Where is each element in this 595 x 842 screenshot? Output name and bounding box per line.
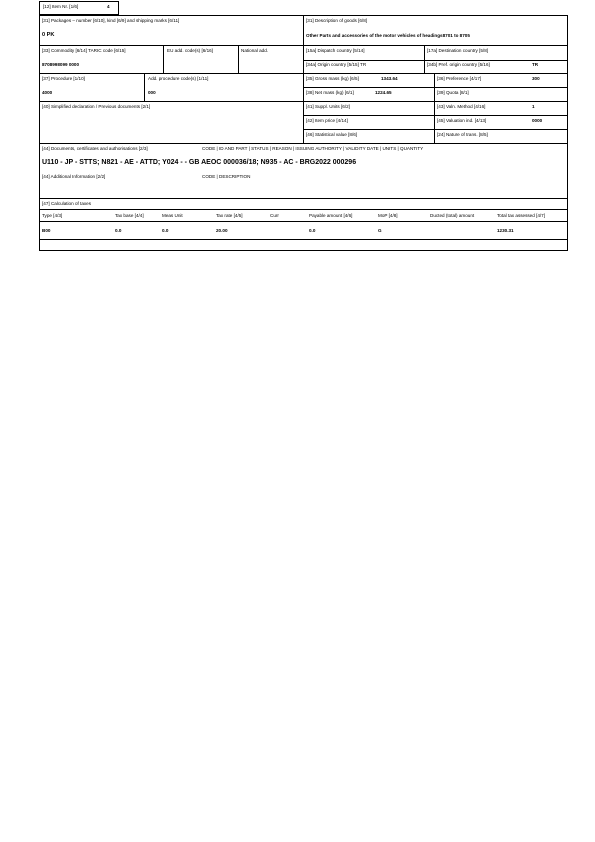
divider — [303, 129, 568, 130]
valuation-method-label: [43] Valn. Method [4/16] — [437, 104, 486, 109]
documents-value: U110 - JP - STTS; N821 - AE - ATTD; Y024 - - GB AEOC 000036/18; N935 - AC - BRG2022 000296 — [42, 159, 357, 166]
divider — [39, 198, 568, 199]
gross-mass-value: 1343.64 — [381, 76, 398, 81]
dispatch-country-label: [15a] Dispatch country [5/14] — [306, 48, 365, 53]
tax-header-mop: MoP [4/8] — [378, 213, 398, 218]
valuation-ind-value: 0000 — [532, 118, 543, 123]
tax-header-type: Type [4/3] — [42, 213, 63, 218]
description-value: Other Parts and accessories of the motor vehicles of headings8701 to 8705 — [306, 33, 470, 38]
pref-origin-country-label: [34b] Pref. origin country [5/16] — [427, 62, 490, 67]
divider — [303, 15, 304, 143]
packages-label: [31] Packages – number [6/10], kind [6/9] and shipping marks [6/11] — [42, 18, 180, 23]
divider — [434, 73, 435, 143]
tax-header-rate: Tax rate [4/5] — [216, 213, 243, 218]
tax-row-total: 1230.31 — [497, 228, 514, 233]
simplified-declaration-label: [40] Simplified declaration / Previous documents [2/1] — [42, 104, 151, 109]
tax-header-ducted: Ducted (total) amount — [430, 213, 475, 218]
divider — [424, 45, 425, 73]
tax-row-mop: G — [378, 228, 382, 233]
divider — [163, 45, 164, 73]
procedure-value: 4000 — [42, 90, 53, 95]
divider — [238, 45, 239, 73]
tax-row-meas-unit: 0.0 — [162, 228, 169, 233]
documents-code-header: CODE | ID AND PART | STATUS | REASON | ISSUING AUTHORITY | VALIDITY DATE | UNITS | QUANTITY — [202, 146, 424, 151]
preference-label: [36] Preference [4/17] — [437, 76, 482, 81]
description-label: [31] Description of goods [6/8] — [306, 18, 368, 23]
item-number-label: [12] Item Nr. [1/6] — [43, 4, 79, 9]
divider — [144, 73, 145, 101]
packages-value: 0 PK — [42, 32, 55, 38]
item-price-label: [42] Item price [4/14] — [306, 118, 348, 123]
tax-row-payable: 0.0 — [309, 228, 316, 233]
additional-info-label: [44] Additional Information [2/2] — [42, 174, 106, 179]
divider — [39, 209, 568, 210]
gross-mass-label: [35] Gross mass (kg) [6/5] — [306, 76, 359, 81]
commodity-label: [33] Commodity [6/14] TARIC code [6/15] — [42, 48, 126, 53]
divider — [39, 143, 568, 144]
tax-header-meas-unit: Meas Unit — [162, 213, 183, 218]
preference-value: 300 — [532, 76, 540, 81]
origin-country-label: [34a] Origin country [5/15] TR — [306, 62, 367, 67]
eu-add-code-label: EU add. code(s) [6/16] — [167, 48, 213, 53]
pref-origin-country-value: TR — [532, 62, 539, 67]
net-mass-value: 1224.65 — [375, 90, 392, 95]
additional-info-code-header: CODE | DESCRIPTION — [202, 174, 251, 179]
tax-row-rate: 20.00 — [216, 228, 228, 233]
divider — [303, 60, 568, 61]
supp-units-label: [41] Suppl. Units [6/2] — [306, 104, 350, 109]
divider — [39, 221, 568, 222]
add-procedure-label: Add. procedure code(s) [1/11] — [148, 76, 209, 81]
tax-row-type: B00 — [42, 228, 51, 233]
divider — [303, 115, 568, 116]
commodity-value: 8708998099 0000 — [42, 62, 80, 67]
national-add-code-label: National add. — [241, 48, 269, 53]
item-number-value: 4 — [107, 4, 110, 9]
divider — [303, 87, 568, 88]
valuation-method-value: 1 — [532, 104, 535, 109]
destination-country-label: [17a] Destination country [5/8] — [427, 48, 489, 53]
net-mass-label: [38] Net mass (kg) [6/1] — [306, 90, 354, 95]
procedure-label: [37] Procedure [1/10] — [42, 76, 85, 81]
tax-header-base: Tax base [4/4] — [115, 213, 144, 218]
valuation-ind-label: [45] Valuation ind. [4/13] — [437, 118, 487, 123]
tax-header-curr: Curr — [270, 213, 279, 218]
nature-of-transaction-label: [24] Nature of trans. [8/5] — [437, 132, 488, 137]
add-procedure-value: 000 — [148, 90, 156, 95]
tax-header-payable: Payable amount [4/6] — [309, 213, 353, 218]
documents-label: [44] Documents, certificates and authorisations [2/3] — [42, 146, 148, 151]
taxes-title: [47] Calculation of taxes — [42, 201, 92, 206]
tax-row-base: 0.0 — [115, 228, 122, 233]
divider — [39, 239, 568, 240]
statistical-value-label: [46] Statistical value [8/6] — [306, 132, 358, 137]
tax-header-total: Total tax assessed [4/7] — [497, 213, 546, 218]
quota-label: [39] Quota [8/1] — [437, 90, 469, 95]
